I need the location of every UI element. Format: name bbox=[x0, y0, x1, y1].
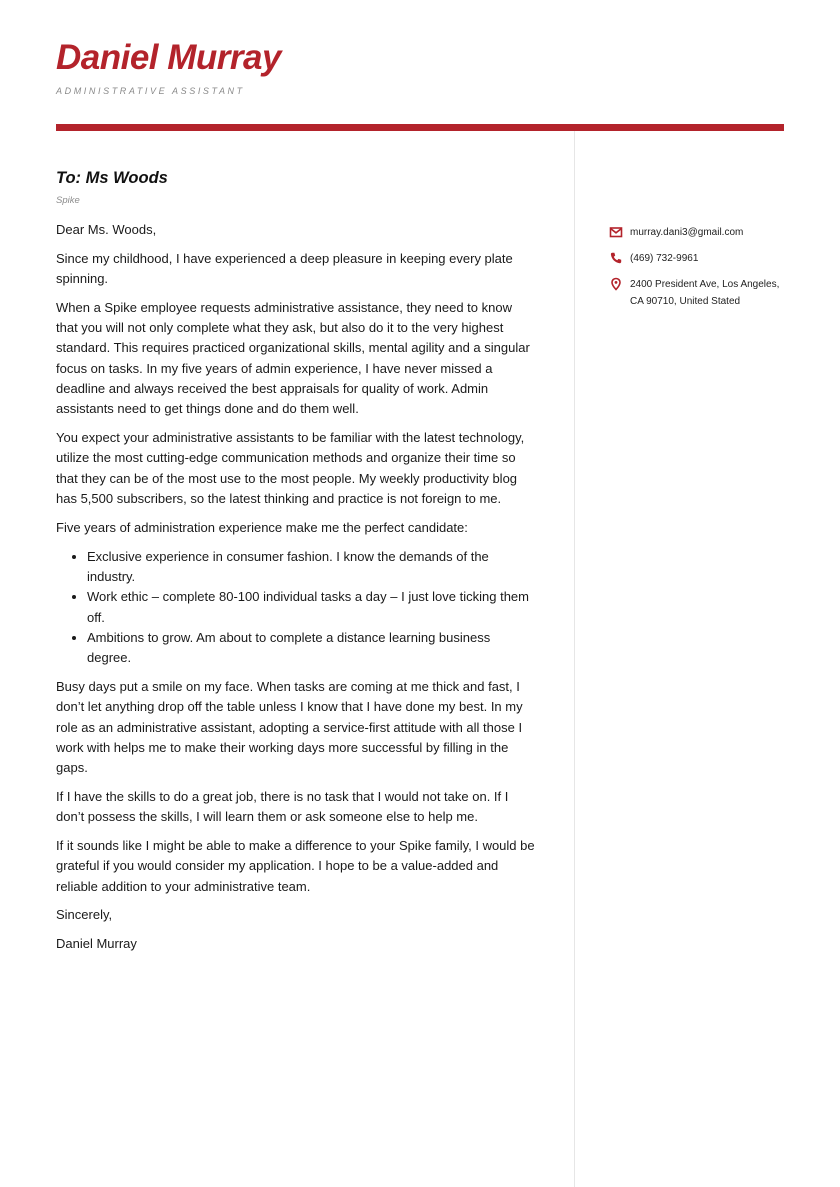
contact-sidebar bbox=[609, 224, 799, 319]
paragraph: When a Spike employee requests administrative assistance, they need to know that you will not only complete what they ask, but also do it to the very highest standard. This requires practiced organizational skills, mental agility and a singular focus on tasks. In my five years of admin experience, I have never missed a deadline and always received the best appraisals for quality of work. Admin assistants need to get things done and do them well. bbox=[56, 299, 530, 417]
paragraph: Busy days put a smile on my face. When tasks are coming at me thick and fast, I don’t let anything drop off the table unless I know that I have done my best. In my role as an administrative assistant, adopting a service-first attitude with all those I work with helps me to make their working days more successful by filling in the gaps. bbox=[56, 678, 523, 776]
address-text bbox=[630, 276, 779, 310]
paragraph: You expect your administrative assistants to be familiar with the latest technology, utilize the most cutting-edge communication methods and organize their time so that they can be of the most use to the most people. My weekly productivity blog has 5,500 subscribers, so the latest thinking and practice is not foreign to me. bbox=[56, 430, 525, 507]
qualifications-list bbox=[56, 547, 536, 669]
envelope-icon bbox=[609, 225, 623, 239]
paragraph: If I have the skills to do a great job, there is no task that I would not take on. If I don’t possess the skills, I will learn them or ask someone else to help me. bbox=[56, 788, 509, 825]
contact-email[interactable] bbox=[609, 224, 799, 241]
address-line-2: CA 90710, United Stated bbox=[630, 296, 741, 307]
location-pin-icon bbox=[609, 277, 623, 291]
salutation: Dear Ms. Woods, bbox=[56, 222, 157, 237]
paragraph: Since my childhood, I have experienced a deep pleasure in keeping every plate spinning. bbox=[56, 250, 513, 287]
email-text[interactable]: murray.dani3@gmail.com bbox=[630, 227, 744, 238]
contact-phone[interactable] bbox=[609, 250, 799, 267]
header-divider bbox=[56, 124, 784, 131]
address-line-1: 2400 President Ave, Los Angeles, bbox=[630, 279, 780, 290]
column-divider bbox=[574, 131, 575, 1187]
company-name: Spike bbox=[56, 195, 80, 206]
candidate-name: Daniel Murray bbox=[56, 38, 281, 77]
phone-text[interactable]: (469) 732-9961 bbox=[630, 253, 699, 264]
letter-text bbox=[56, 220, 536, 955]
signoff: Sincerely, bbox=[56, 907, 113, 923]
contact-address bbox=[609, 276, 799, 310]
job-title: ADMINISTRATIVE ASSISTANT bbox=[56, 86, 245, 96]
signature: Daniel Murray bbox=[56, 936, 137, 952]
list-item: • Work ethic – complete 80-100 individual tasks a day – I just love ticking them off. bbox=[87, 587, 536, 628]
list-item: • Exclusive experience in consumer fashion. I know the demands of the industry. bbox=[87, 547, 536, 588]
recipient-heading: To: Ms Woods bbox=[56, 169, 168, 187]
letter-body bbox=[56, 166, 536, 963]
list-item: • Ambitions to grow. Am about to complete a distance learning business degree. bbox=[87, 628, 536, 669]
paragraph: Five years of administration experience make me the perfect candidate: bbox=[56, 519, 468, 535]
header bbox=[56, 36, 784, 96]
paragraph: If it sounds like I might be able to make a difference to your Spike family, I would be grateful if you would consider my application. I hope to be a value-added and reliable addition to your administrative team. bbox=[56, 838, 535, 894]
phone-icon bbox=[609, 251, 623, 265]
